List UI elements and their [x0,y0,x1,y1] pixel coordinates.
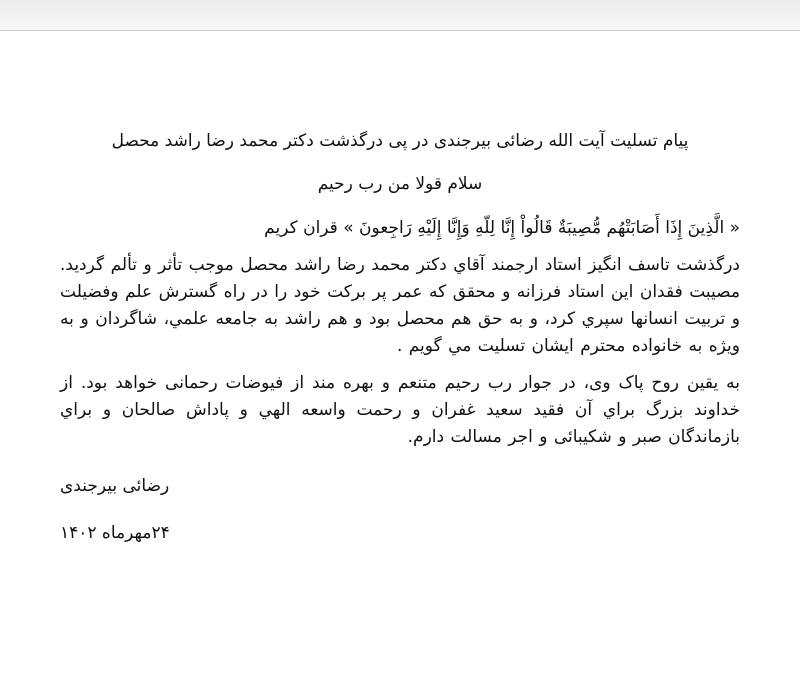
body-paragraph-1: درگذشت تاسف انگیز استاد ارجمند آقاي دکتر محمد رضا راشد محصل موجب تأثر و تألم گردید. مصیبت فقدان این استاد فرزانه و محقق که عمر پر برکت خود را در راه گسترش علم وفضیلت و تربیت انسانها سپري کرد، و به حق هم محصل بود و هم راشد به جامعه علمي، شاگردان و به ویژه به خانواده محترم ایشان تسلیت مي گویم . [60,255,740,356]
top-bar [0,0,800,31]
letter-greeting: سلام قولا من رب رحیم [317,174,483,194]
signature-block [60,473,740,547]
quran-verse: « الَّذِينَ إِذَا أَصَابَتْهُم مُّصِيبَةٌ قَالُواْ إِنَّا لِلّهِ وَإِنَّا إِلَيْهِ رَاجِعونَ » قران کریم [264,218,740,238]
letter-title: پیام تسلیت آیت الله رضائی بیرجندی در پی درگذشت دکتر محمد رضا راشد محصل [111,131,689,151]
condolence-letter [60,128,740,567]
signature-date: ۲۴مهرماه ۱۴۰۲ [60,523,170,543]
signature-name: رضائی بیرجندی [60,476,170,496]
body-paragraph-2: به یقین روح پاک وی، در جوار رب رحیم متنعم و بهره مند از فیوضات رحمانی خواهد بود. از خداوند بزرگ براي آن فقید سعید غفران و رحمت واسعه الهي و پاداش صالحان و براي بازماندگان صبر و شکیبائی و اجر مسالت دارم. [60,373,740,447]
